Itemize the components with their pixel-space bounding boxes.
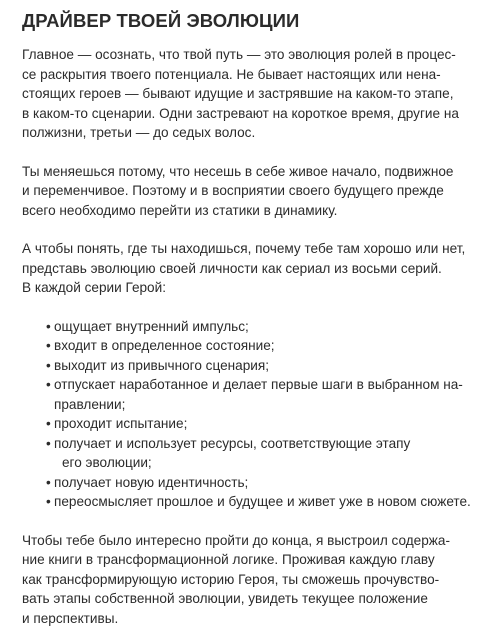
hero-steps-list	[22, 317, 470, 512]
text-line: полжизни, третьи — до седых волос.	[22, 123, 470, 143]
text-line: всего необходимо перейти из статики в динамику.	[22, 201, 470, 221]
paragraph-1	[22, 45, 470, 143]
text-line: Чтобы тебе было интересно пройти до конца, я выстроил содержа-	[22, 531, 470, 551]
text-line: и переменчивое. Поэтому и в восприятии своего будущего прежде	[22, 181, 470, 201]
list-item-text: • получает новую идентичность;	[54, 473, 470, 493]
text-line: представь эволюцию своей личности как сериал из восьми серий.	[22, 259, 470, 279]
list-item-text: • проходит испытание;	[54, 414, 470, 434]
list-item-text: • получает и использует ресурсы, соответствующие этапу	[54, 434, 470, 454]
list-item	[46, 336, 470, 356]
text-line: В каждой серии Герой:	[22, 278, 470, 298]
text-line: ние книги в трансформационной логике. Проживая каждую главу	[22, 550, 470, 570]
paragraph-2	[22, 162, 470, 221]
paragraph-3	[22, 239, 470, 298]
text-line: А чтобы понять, где ты находишься, почему тебе там хорошо или нет,	[22, 239, 470, 259]
text-line: вать этапы собственной эволюции, увидеть текущее положение	[22, 589, 470, 609]
page-content	[22, 10, 470, 628]
list-item	[46, 473, 470, 493]
list-item	[46, 317, 470, 337]
list-item	[46, 375, 470, 414]
text-line: в каком-то сценарии. Одни застревают на короткое время, другие на	[22, 104, 470, 124]
text-line: стоящих героев — бывают идущие и застрявшие на каком-то этапе,	[22, 84, 470, 104]
list-item	[46, 434, 470, 473]
text-line: и перспективы.	[22, 609, 470, 628]
list-item-text-continued: его эволюции;	[54, 453, 470, 473]
list-item-text: • входит в определенное состояние;	[54, 336, 470, 356]
text-line: Главное — осознать, что твой путь — это эволюция ролей в процес-	[22, 45, 470, 65]
closing-paragraph	[22, 531, 470, 628]
list-item-text: • отпускает наработанное и делает первые шаги в выбранном на-	[54, 375, 470, 395]
text-line: Ты меняешься потому, что несешь в себе живое начало, подвижное	[22, 162, 470, 182]
list-item-text: • выходит из привычного сценария;	[54, 356, 470, 376]
text-line: как трансформирующую историю Героя, ты сможешь прочувство-	[22, 570, 470, 590]
page-title: ДРАЙВЕР ТВОЕЙ ЭВОЛЮЦИИ	[22, 10, 470, 32]
list-item	[46, 492, 470, 512]
list-item-text: • переосмысляет прошлое и будущее и живет уже в новом сюжете.	[54, 492, 470, 512]
list-item	[46, 356, 470, 376]
list-item-text-continued: правлении;	[54, 395, 470, 415]
list-item-text: • ощущает внутренний импульс;	[54, 317, 470, 337]
text-line: се раскрытия твоего потенциала. Не бывает настоящих или нена-	[22, 65, 470, 85]
list-item	[46, 414, 470, 434]
